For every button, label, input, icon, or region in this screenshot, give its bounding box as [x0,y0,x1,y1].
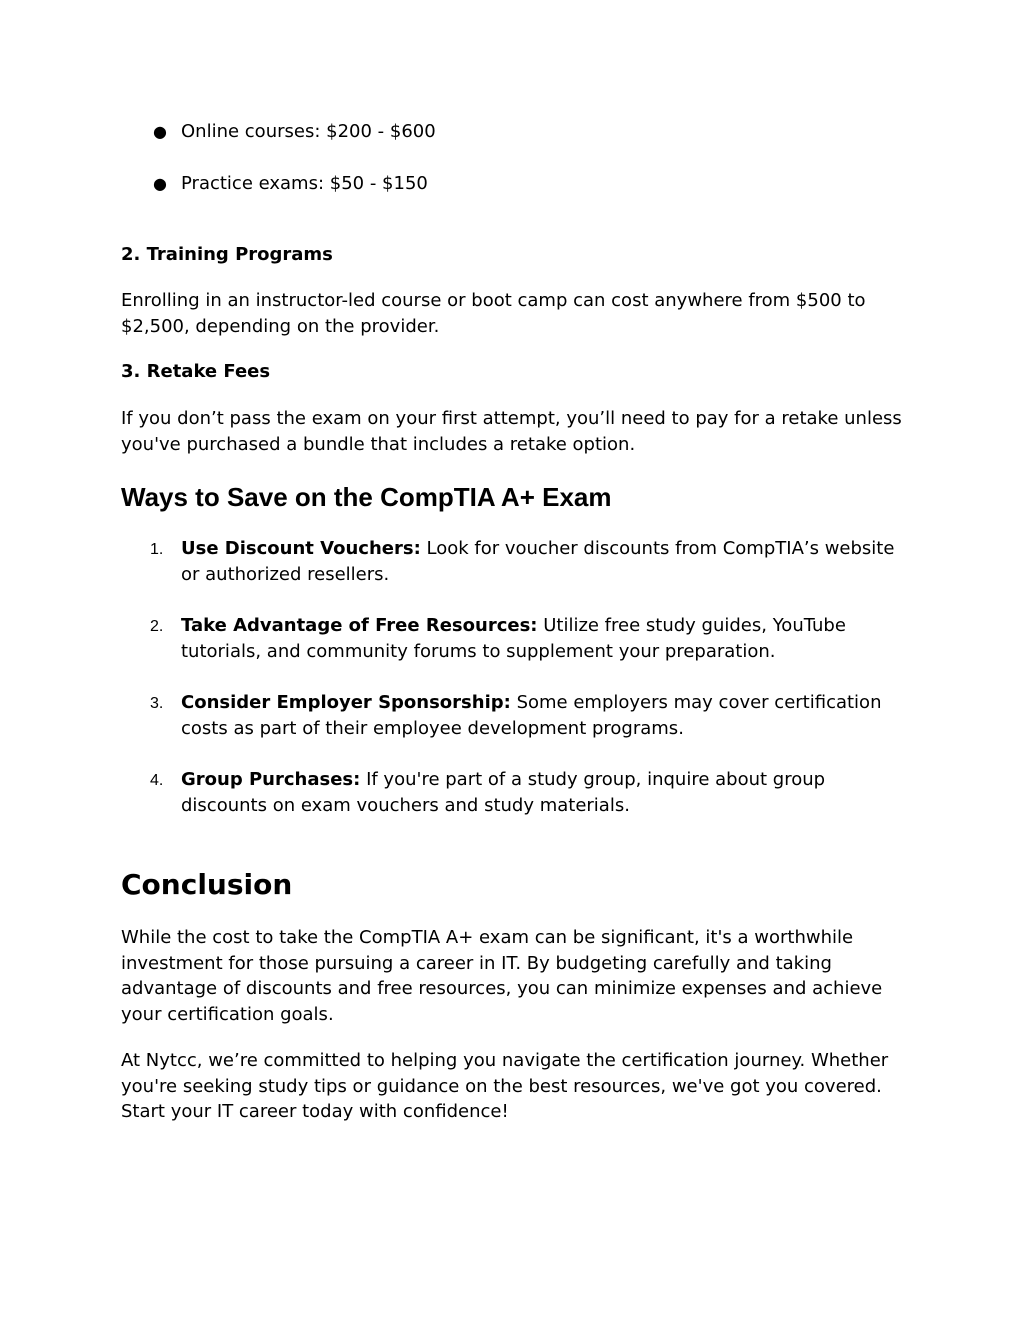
list-item-body [181,536,906,587]
training-programs-heading: 2. Training Programs [121,244,333,265]
list-item-text: Utilize free study guides, YouTube tutorials, and community forums to supplement your preparation. [181,615,846,662]
list-item-title: Group Purchases: [181,769,361,790]
bullet-text: Practice exams: $50 - $150 [181,173,428,194]
list-item-body [181,613,906,664]
conclusion-heading: Conclusion [121,868,293,901]
list-number: 4. [150,772,164,789]
list-number: 3. [150,695,164,712]
bullet-dot: ● [153,122,167,141]
list-item-title: Use Discount Vouchers: [181,538,421,559]
retake-fees-paragraph: If you don’t pass the exam on your first attempt, you’ll need to pay for a retake unless you've purchased a bundle that includes a retake option. [121,408,902,455]
retake-fees-heading: 3. Retake Fees [121,361,271,382]
list-item-text: Look for voucher discounts from CompTIA’s website or authorized resellers. [181,538,895,585]
list-item-text: Some employers may cover certification costs as part of their employee development programs. [181,692,882,739]
list-number: 1. [150,541,164,558]
list-item-body [181,767,906,818]
list-number: 2. [150,618,164,635]
conclusion-paragraph: While the cost to take the CompTIA A+ exam can be significant, it's a worthwhile investment for those pursuing a career in IT. By budgeting carefully and taking advantage of discounts and free resources, you can minimize expenses and achieve your certification goals. [121,927,883,1025]
bullet-text: Online courses: $200 - $600 [181,121,436,142]
list-item-body [181,690,906,741]
training-programs-paragraph: Enrolling in an instructor-led course or boot camp can cost anywhere from $500 to $2,500, depending on the provider. [121,290,866,337]
ways-to-save-heading: Ways to Save on the CompTIA A+ Exam [121,482,612,512]
list-item-title: Consider Employer Sponsorship: [181,692,511,713]
list-item-text: If you're part of a study group, inquire about group discounts on exam vouchers and study materials. [181,769,826,816]
list-item-title: Take Advantage of Free Resources: [181,615,538,636]
bullet-dot: ● [153,174,167,193]
conclusion-paragraph: At Nytcc, we’re committed to helping you navigate the certification journey. Whether you're seeking study tips or guidance on the best resources, we've got you covered. Start your IT career today with confidence! [121,1050,889,1122]
